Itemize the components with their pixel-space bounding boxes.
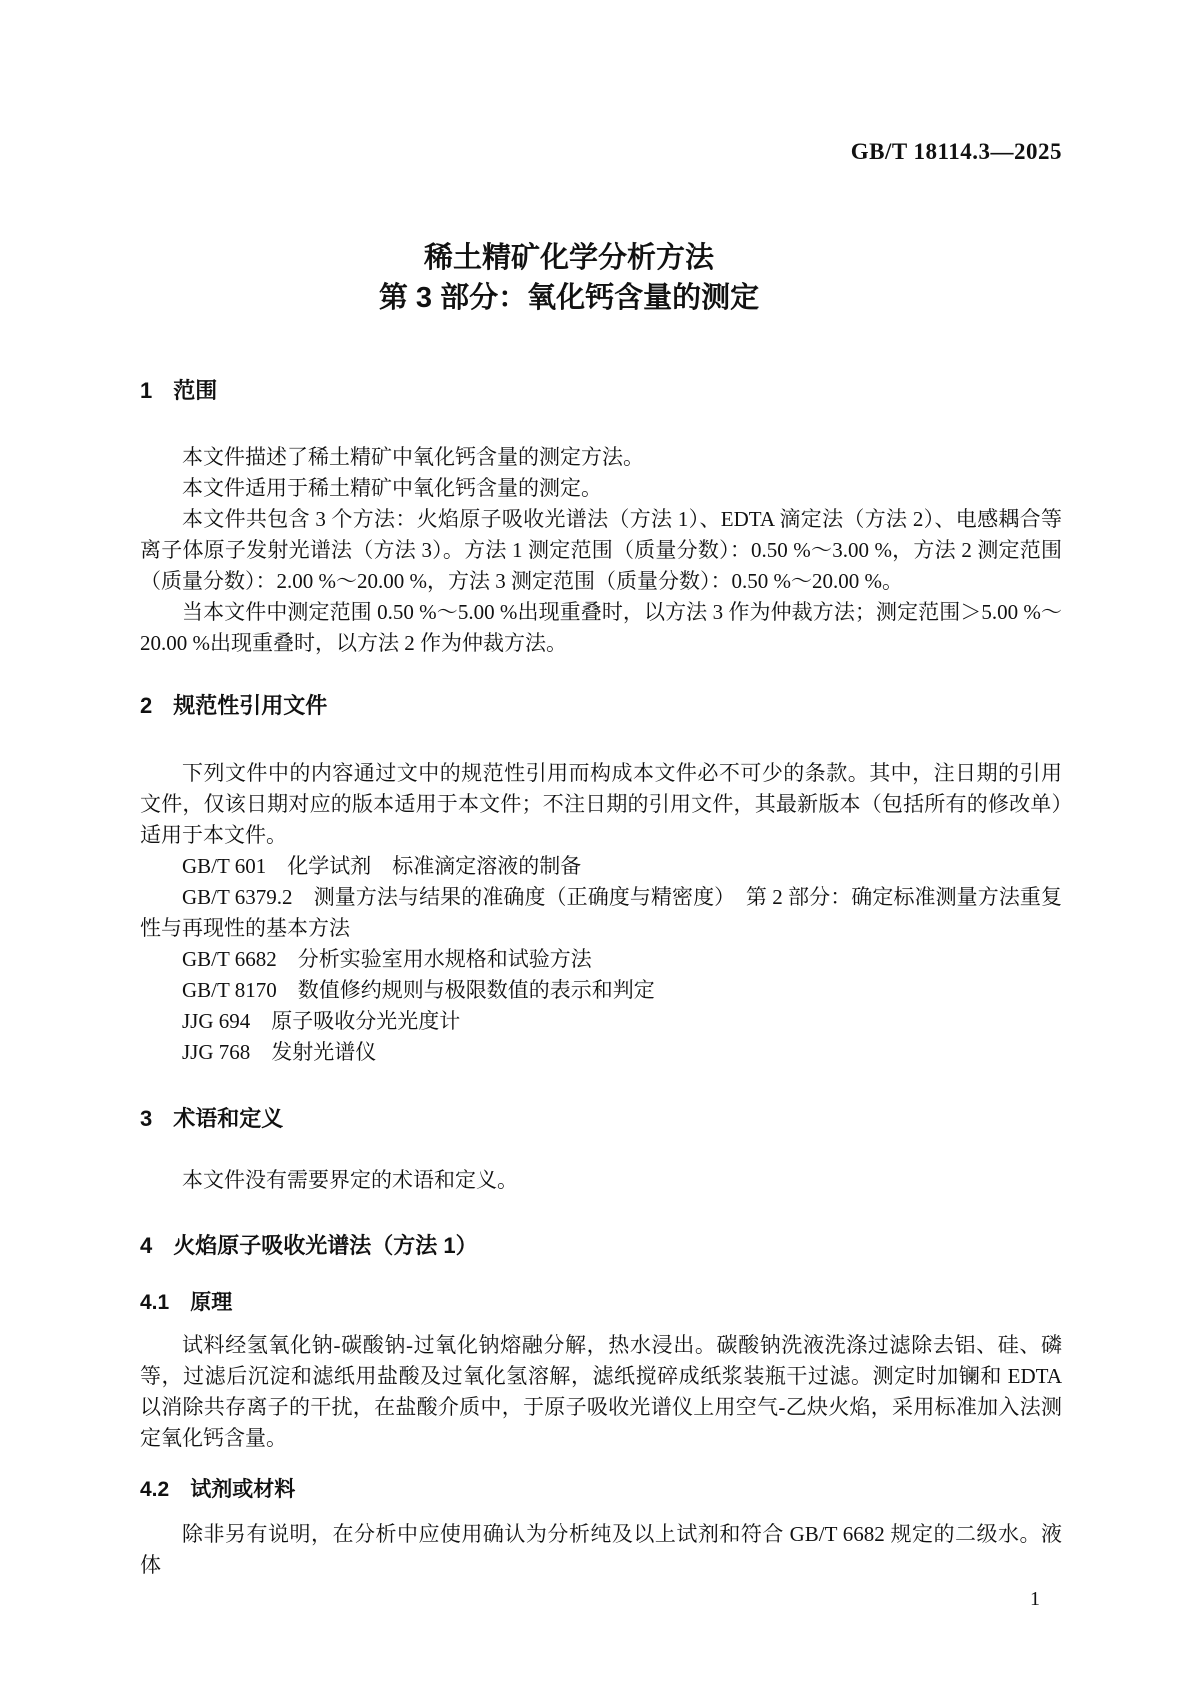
section-4-2-reagents-heading [140, 1474, 1062, 1505]
reference-item: JJG 768 发射光谱仪 [182, 1040, 377, 1064]
section-4-title: 火焰原子吸收光谱法（方法 1） [173, 1233, 478, 1258]
scope-paragraph: 本文件描述了稀土精矿中氧化钙含量的测定方法。 [182, 445, 644, 469]
section-4-1-number: 4.1 [140, 1291, 170, 1314]
section-1-title: 范围 [173, 378, 218, 403]
standard-number: GB/T 18114.3—2025 [850, 139, 1062, 164]
document-title-line2: 第 3 部分：氧化钙含量的测定 [378, 282, 760, 314]
reagents-paragraph: 除非另有说明，在分析中应使用确认为分析纯及以上试剂和符合 GB/T 6682 规定的二级水。液体 [140, 1522, 1062, 1577]
section-4-2-number: 4.2 [140, 1478, 170, 1501]
section-3-terms-heading [140, 1103, 1062, 1134]
section-3-number: 3 [140, 1106, 153, 1131]
section-4-number: 4 [140, 1233, 153, 1258]
references-intro-paragraph: 下列文件中的内容通过文中的规范性引用而构成本文件必不可少的条款。其中，注日期的引用文件，仅该日期对应的版本适用于本文件；不注日期的引用文件，其最新版本（包括所有的修改单）适用于本文件。 [140, 761, 1062, 847]
section-4-method1-heading [140, 1230, 1062, 1261]
section-2-number: 2 [140, 693, 153, 718]
reference-item: GB/T 8170 数值修约规则与极限数值的表示和判定 [182, 978, 655, 1002]
section-2-title: 规范性引用文件 [173, 693, 328, 718]
document-title [140, 238, 1062, 318]
scope-paragraph: 本文件适用于稀土精矿中氧化钙含量的测定。 [182, 476, 602, 500]
page-number: 1 [1030, 1588, 1040, 1610]
terms-paragraph: 本文件没有需要界定的术语和定义。 [182, 1168, 518, 1192]
reference-item: GB/T 601 化学试剂 标准滴定溶液的制备 [182, 854, 582, 878]
section-1-scope-heading [140, 375, 1062, 406]
content-column [140, 0, 1062, 1611]
reference-item: GB/T 6379.2 测量方法与结果的准确度（正确度与精密度） 第 2 部分：确定标准测量方法重复性与再现性的基本方法 [140, 885, 1062, 940]
scope-paragraph: 当本文件中测定范围 0.50 %～5.00 %出现重叠时，以方法 3 作为仲裁方法；测定范围＞5.00 %～20.00 %出现重叠时，以方法 2 作为仲裁方法。 [140, 600, 1062, 655]
section-1-number: 1 [140, 378, 153, 403]
scope-paragraph: 本文件共包含 3 个方法：火焰原子吸收光谱法（方法 1）、EDTA 滴定法（方法 2）、电感耦合等离子体原子发射光谱法（方法 3）。方法 1 测定范围（质量分数）：0.50 %～3.00 %，方法 2 测定范围（质量分数）：2.00 %～20.00 %，方法 3 测定范围（质量分数）：0.50 %～20.00 %。 [140, 507, 1062, 593]
section-2-references-heading [140, 690, 1062, 721]
reference-item: JJG 694 原子吸收分光光度计 [182, 1009, 461, 1033]
principle-paragraph: 试料经氢氧化钠-碳酸钠-过氧化钠熔融分解，热水浸出。碳酸钠洗液洗涤过滤除去铝、硅、磷等，过滤后沉淀和滤纸用盐酸及过氧化氢溶解，滤纸搅碎成纸浆装瓶干过滤。测定时加镧和 EDTA 以消除共存离子的干扰，在盐酸介质中，于原子吸收光谱仪上用空气-乙炔火焰，采用标准加入法测定氧化钙含量。 [140, 1333, 1062, 1450]
reference-item: GB/T 6682 分析实验室用水规格和试验方法 [182, 947, 592, 971]
section-3-title: 术语和定义 [173, 1106, 284, 1131]
section-4-2-title: 试剂或材料 [190, 1478, 296, 1501]
document-title-line1: 稀土精矿化学分析方法 [423, 242, 714, 274]
section-4-1-principle-heading [140, 1287, 1062, 1318]
section-4-1-title: 原理 [190, 1291, 233, 1314]
